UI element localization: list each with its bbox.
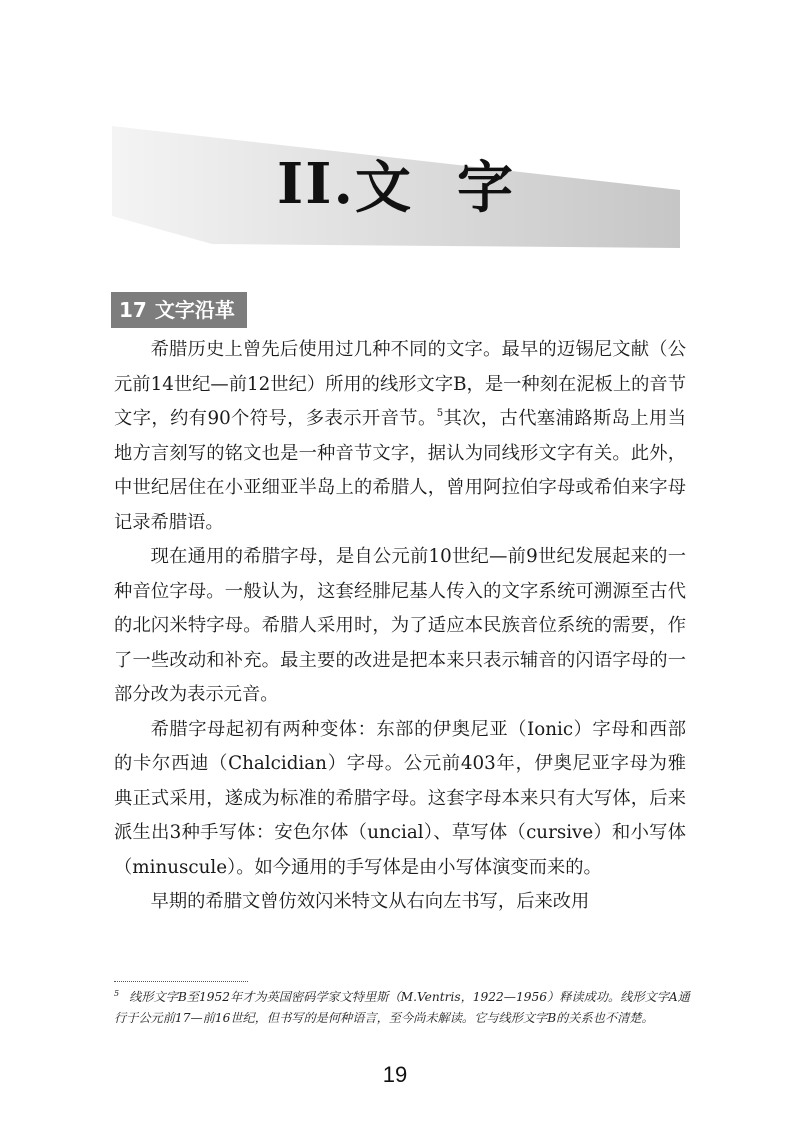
footnote-divider bbox=[114, 981, 248, 982]
paragraph-1-continued: 其次，古代塞浦路斯岛上用当地方言刻写的铭文也是一种音节文字，据认为同线形文字有关。此外，中世纪居住在小亚细亚半岛上的希腊人，曾用阿拉伯字母或希伯来字母记录希腊语。 bbox=[114, 408, 687, 533]
footnote-text: 线形文字B至1952年才为英国密码学家文特里斯（M.Ventris，1922—1956）释读成功。线形文字A通行于公元前17—前16世纪，但书写的是何种语言，至今尚未解读。它与线形文字B的关系也不清楚。 bbox=[114, 990, 690, 1025]
chapter-title-char-2: 字 bbox=[456, 155, 515, 221]
section-number: 17 bbox=[119, 298, 147, 322]
chapter-title-char-1: 文 bbox=[354, 155, 413, 221]
section-title: 文字沿革 bbox=[154, 298, 235, 322]
page-number: 19 bbox=[382, 1062, 408, 1087]
footnote-mark: 5 bbox=[114, 989, 120, 998]
body-text bbox=[114, 333, 686, 920]
footnote bbox=[114, 987, 690, 1028]
paragraph-1 bbox=[114, 333, 686, 540]
paragraph-1-text: 希腊历史上曾先后使用过几种不同的文字。最早的迈锡尼文献（公元前14世纪—前12世纪）所用的线形文字B，是一种刻在泥板上的音节文字，约有90个符号，多表示开音节。 bbox=[114, 339, 686, 429]
chapter-numeral: II. bbox=[277, 151, 355, 217]
footnote-ref[interactable]: 5 bbox=[436, 408, 444, 419]
section-header bbox=[111, 292, 247, 328]
paragraph-4: 早期的希腊文曾仿效闪米特文从右向左书写，后来改用 bbox=[150, 891, 590, 912]
chapter-banner bbox=[112, 120, 680, 248]
paragraph-2: 现在通用的希腊字母，是自公元前10世纪—前9世纪发展起来的一种音位字母。一般认为，这套经腓尼基人传入的文字系统可溯源至古代的北闪米特字母。希腊人采用时，为了适应本民族音位系统的需要，作了一些改动和补充。最主要的改进是把本来只表示辅音的闪语字母的一部分改为表示元音。 bbox=[114, 546, 686, 705]
paragraph-3: 希腊字母起初有两种变体：东部的伊奥尼亚（Ionic）字母和西部的卡尔西迪（Chalcidian）字母。公元前403年，伊奥尼亚字母为雅典正式采用，遂成为标准的希腊字母。这套字母本来只有大写体，后来派生出3种手写体：安色尔体（uncial）、草写体（cursive）和小写体（minuscule）。如今通用的手写体是由小写体演变而来的。 bbox=[114, 718, 686, 878]
chapter-title bbox=[112, 120, 680, 248]
